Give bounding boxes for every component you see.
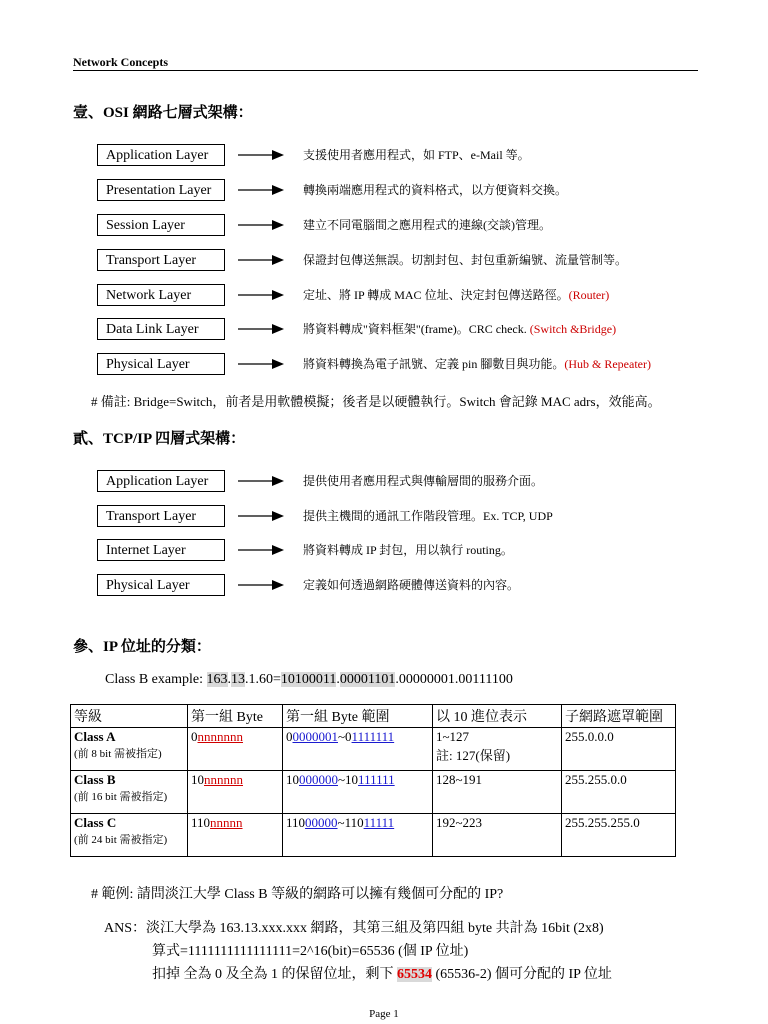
answer-line-3-pre: 扣掉 全為 0 及全為 1 的保留位址，剩下 (152, 967, 397, 982)
byte-variable: nnnnn (210, 815, 243, 830)
example-octet2: 13 (231, 672, 245, 687)
tcpip-layer-description (303, 543, 513, 557)
osi-layer-box: Session Layer (97, 214, 225, 236)
osi-layer-description (303, 218, 551, 232)
byte-range-cell (283, 728, 433, 771)
osi-layer-box: Application Layer (97, 144, 225, 166)
osi-layer-box: Data Link Layer (97, 318, 225, 340)
answer-line-3-post: (65536-2) 個可分配的 IP 位址 (432, 967, 612, 982)
class-name: Class C (74, 815, 117, 830)
th-decimal: 以 10 進位表示 (433, 705, 562, 728)
range-sep: ~110 (337, 815, 364, 830)
example-prefix: Class B example: (105, 672, 207, 687)
osi-layer-box: Transport Layer (97, 249, 225, 271)
tcpip-layer-description (303, 509, 553, 523)
subnet-mask: 255.255.0.0 (565, 772, 627, 787)
description-device: (Switch &Bridge) (529, 322, 617, 336)
arrow-right-icon (238, 476, 284, 486)
first-byte-cell (188, 814, 283, 857)
description-device: (Hub & Repeater) (564, 357, 651, 371)
description-text: 將資料轉換為電子訊號、定義 pin 腳數目與功能。 (303, 357, 565, 371)
osi-layer-box: Physical Layer (97, 353, 225, 375)
example-dot: . (227, 672, 231, 687)
class-note: (前 16 bit 需被指定) (74, 791, 168, 803)
table-row (71, 771, 676, 814)
osi-layer-description (303, 253, 627, 267)
osi-layer-description (303, 183, 567, 197)
range-start: 0000001 (292, 729, 338, 744)
first-byte-cell (188, 771, 283, 814)
description-text: 將資料轉成"資料框架"(frame)。CRC check. (303, 322, 530, 336)
page-header: Network Concepts (73, 55, 168, 69)
decimal-cell (433, 814, 562, 857)
range-start: 000000 (299, 772, 338, 787)
osi-layer-description (303, 148, 530, 162)
range-start: 00000 (305, 815, 338, 830)
decimal-range: 1~127 (436, 729, 470, 744)
decimal-cell (433, 771, 562, 814)
arrow-right-icon (238, 324, 284, 334)
tcpip-layer-description (303, 474, 543, 488)
osi-layer-description (303, 357, 651, 371)
arrow-right-icon (238, 511, 284, 521)
arrow-right-icon (238, 220, 284, 230)
th-mask: 子網路遮罩範圍 (562, 705, 676, 728)
arrow-right-icon (238, 290, 284, 300)
subnet-mask: 255.0.0.0 (565, 729, 614, 744)
osi-note: # 備註: Bridge=Switch，前者是用軟體模擬；後者是以硬體執行。Switch 會記錄 MAC adrs，效能高。 (91, 394, 661, 409)
class-cell (71, 771, 188, 814)
range-end: 111111 (358, 772, 395, 787)
osi-layer-box: Network Layer (97, 284, 225, 306)
osi-layer-box: Presentation Layer (97, 179, 225, 201)
answer-line-2: 算式=1111111111111111=2^16(bit)=65536 (個 IP 位址) (152, 944, 469, 959)
subnet-mask: 255.255.255.0 (565, 815, 640, 830)
description-text: 將資料轉成 IP 封包，用以執行 routing。 (303, 543, 513, 557)
tcpip-layer-box: Transport Layer (97, 505, 225, 527)
mask-cell (562, 728, 676, 771)
class-b-example (105, 672, 513, 688)
osi-heading: 壹、OSI 網路七層式架構： (73, 105, 253, 121)
first-byte-cell (188, 728, 283, 771)
range-sep: ~0 (338, 729, 352, 744)
example-question: # 範例: 請問淡江大學 Class B 等級的網路可以擁有幾個可分配的 IP? (91, 887, 504, 902)
range-fixed: 0 (286, 729, 293, 744)
arrow-right-icon (238, 255, 284, 265)
range-sep: ~10 (338, 772, 359, 787)
description-text: 定義如何透過網路硬體傳送資料的內容。 (303, 578, 520, 592)
th-class: 等級 (71, 705, 188, 728)
ip-heading: 參、IP 位址的分類： (73, 639, 211, 655)
description-text: 提供使用者應用程式與傳輸層間的服務介面。 (303, 474, 544, 488)
mask-cell (562, 771, 676, 814)
arrow-right-icon (238, 545, 284, 555)
decimal-range: 192~223 (436, 815, 483, 830)
description-device: (Router) (568, 288, 610, 302)
range-fixed: 10 (286, 772, 299, 787)
answer-line-3 (152, 963, 612, 983)
arrow-right-icon (238, 150, 284, 160)
table-header-row (71, 705, 676, 728)
example-rest: .1.60= (245, 672, 281, 687)
description-text: 建立不同電腦間之應用程式的連線(交談)管理。 (303, 218, 551, 232)
header-rule (73, 70, 698, 71)
tcpip-layer-box: Physical Layer (97, 574, 225, 596)
answer-count: 65534 (397, 967, 432, 982)
byte-variable: nnnnnn (204, 772, 243, 787)
description-text: 保證封包傳送無誤。切割封包、封包重新編號、流量管制等。 (303, 253, 628, 267)
byte-fixed: 10 (191, 772, 204, 787)
description-text: 提供主機間的通訊工作階段管理。Ex. TCP, UDP (303, 509, 553, 523)
range-fixed: 110 (286, 815, 306, 830)
arrow-right-icon (238, 580, 284, 590)
table-row (71, 728, 676, 771)
class-note: (前 24 bit 需被指定) (74, 834, 168, 846)
class-note: (前 8 bit 需被指定) (74, 748, 162, 760)
byte-range-cell (283, 814, 433, 857)
th-byte-range: 第一組 Byte 範圍 (283, 705, 433, 728)
mask-cell (562, 814, 676, 857)
example-bin2: 00001101 (339, 672, 396, 687)
decimal-note: 註: 127(保留) (436, 748, 511, 763)
range-end: 1111111 (351, 729, 395, 744)
byte-variable: nnnnnnn (197, 729, 243, 744)
decimal-range: 128~191 (436, 772, 483, 787)
example-bin-rest: .00000001.00111100 (395, 672, 513, 687)
example-octet1: 163 (206, 672, 228, 687)
example-bin1: 10100011 (280, 672, 337, 687)
byte-fixed: 110 (191, 815, 211, 830)
range-end: 11111 (363, 815, 395, 830)
tcpip-layer-description (303, 578, 519, 592)
class-name: Class A (74, 729, 116, 744)
answer-line-1: ANS：淡江大學為 163.13.xxx.xxx 網路，其第三組及第四組 byte 共計為 16bit (2x8) (104, 921, 604, 936)
example-dot2: . (336, 672, 340, 687)
description-text: 定址、將 IP 轉成 MAC 位址、決定封包傳送路徑。 (303, 288, 569, 302)
osi-layer-description (303, 322, 616, 336)
table-row (71, 814, 676, 857)
osi-layer-description (303, 288, 609, 302)
description-text: 轉換兩端應用程式的資料格式，以方便資料交換。 (303, 183, 568, 197)
page-footer: Page 1 (369, 1008, 399, 1020)
arrow-right-icon (238, 359, 284, 369)
class-name: Class B (74, 772, 116, 787)
th-first-byte: 第一組 Byte (188, 705, 283, 728)
tcpip-heading: 貳、TCP/IP 四層式架構： (73, 431, 246, 447)
description-text: 支援使用者應用程式，如 FTP、e-Mail 等。 (303, 148, 530, 162)
arrow-right-icon (238, 185, 284, 195)
class-cell (71, 814, 188, 857)
decimal-cell (433, 728, 562, 771)
tcpip-layer-box: Application Layer (97, 470, 225, 492)
tcpip-layer-box: Internet Layer (97, 539, 225, 561)
byte-fixed: 0 (191, 729, 198, 744)
class-cell (71, 728, 188, 771)
ip-class-table (70, 704, 676, 857)
byte-range-cell (283, 771, 433, 814)
